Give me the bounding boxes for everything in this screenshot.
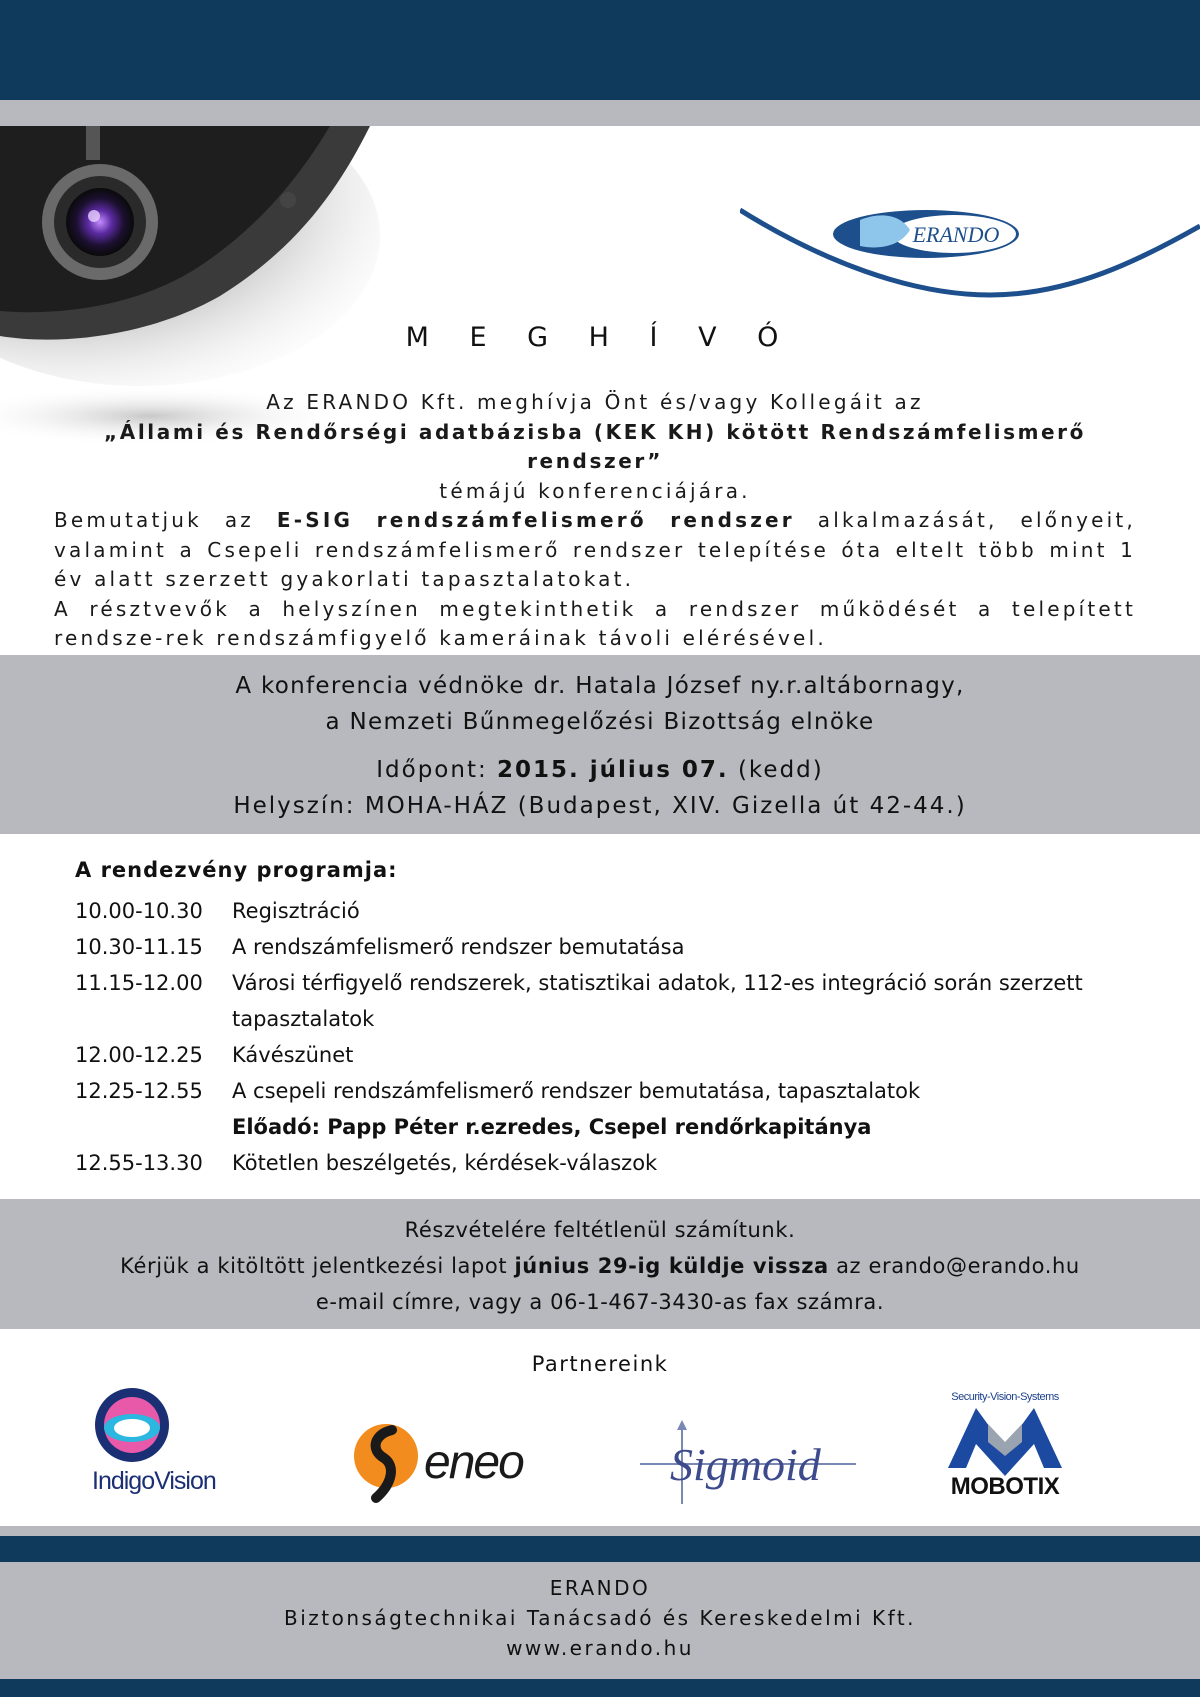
event-details <box>0 752 1200 824</box>
program-description: Előadó: Papp Péter r.ezredes, Csepel rendőrkapitánya <box>232 1115 872 1139</box>
program-description: Regisztráció <box>232 899 360 923</box>
event-place: Helyszín: MOHA-HÁZ (Budapest, XIV. Gizella út 42-44.) <box>233 793 967 819</box>
intro-paragraph: Bemutatjuk az E-SIG rendszámfelismerő rendszer alkalmazását, előnyeit, valamint a Csepeli rendszámfelismerő rendszer telepítése óta eltelt több mint 1 év alatt szerzett gyakorlati tapasztalatokat. <box>54 508 1136 591</box>
patron-line: a Nemzeti Bűnmegelőzési Bizottság elnöke <box>325 709 875 735</box>
program-row <box>75 1145 1135 1181</box>
mobotix-logo <box>940 1386 1070 1501</box>
program-description: A rendszámfelismerő rendszer bemutatása <box>232 935 685 959</box>
product-name: E-SIG rendszámfelismerő rendszer <box>276 508 795 532</box>
footer-company: ERANDO <box>549 1576 651 1600</box>
program-row <box>75 965 1135 1037</box>
rsvp-line: Részvételére feltétlenül számítunk. <box>404 1218 796 1242</box>
footer-text <box>0 1573 1200 1663</box>
program-row <box>75 1073 1135 1109</box>
patron-line: A konferencia védnöke dr. Hatala József ny.r.altábornagy, <box>235 673 965 699</box>
intro-section <box>54 388 1136 654</box>
mobotix-tagline: Security-Vision-Systems <box>951 1391 1059 1403</box>
rsvp-deadline: június 29-ig küldje vissza <box>514 1254 829 1278</box>
eneo-text: eneo <box>424 1436 523 1489</box>
intro-line: Az ERANDO Kft. meghívja Önt és/vagy Kollegáit az <box>266 390 924 414</box>
header-band <box>0 0 1200 100</box>
rsvp-text <box>0 1212 1200 1320</box>
program-time: 12.00-12.25 <box>75 1043 203 1067</box>
conference-topic: „Állami és Rendőrségi adatbázisba (KEK KH) kötött Rendszámfelismerő rendszer” <box>104 419 1086 473</box>
sigmoid-text: Sigmoid <box>670 1439 821 1490</box>
header-stripe <box>0 100 1200 126</box>
logo-text: ERANDO <box>912 222 1000 247</box>
rsvp-line: Kérjük a kitöltött jelentkezési lapot június 29-ig küldje vissza az erando@erando.hu <box>120 1254 1080 1278</box>
page-title: M E G H Í V Ó <box>405 322 795 353</box>
mobotix-text: MOBOTIX <box>950 1473 1060 1500</box>
footer-stripe <box>0 1526 1200 1536</box>
event-date: 2015. július 07. <box>497 757 729 783</box>
event-time: Időpont: 2015. július 07. (kedd) <box>376 757 824 783</box>
program-row <box>75 929 1135 965</box>
program-list <box>75 893 1135 1181</box>
program-title: A rendezvény programja: <box>75 858 398 882</box>
program-row <box>75 893 1135 929</box>
program-description: Kávészünet <box>232 1043 354 1067</box>
footer-website[interactable]: www.erando.hu <box>506 1636 694 1660</box>
footer-bottom-band <box>0 1679 1200 1697</box>
sigmoid-logo <box>640 1418 856 1508</box>
program-row <box>75 1037 1135 1073</box>
program-description: Kötetlen beszélgetés, kérdések-válaszok <box>232 1151 658 1175</box>
program-time: 12.55-13.30 <box>75 1151 203 1175</box>
rsvp-line: e-mail címre, vagy a 06-1-467-3430-as fax számra. <box>315 1290 885 1314</box>
indigovision-logo <box>88 1385 244 1497</box>
erando-logo <box>740 200 1200 310</box>
program-time <box>75 1109 232 1145</box>
program-row <box>75 1109 1135 1145</box>
program-description: A csepeli rendszámfelismerő rendszer bemutatása, tapasztalatok <box>232 1079 921 1103</box>
program-time: 11.15-12.00 <box>75 971 203 995</box>
program-description: Városi térfigyelő rendszerek, statisztikai adatok, 112-es integráció során szerzett tapasztalatok <box>232 971 1083 1031</box>
footer-band <box>0 1536 1200 1562</box>
patron-text <box>0 668 1200 740</box>
program-time: 10.00-10.30 <box>75 899 203 923</box>
intro-paragraph: A résztvevők a helyszínen megtekinthetik a rendszer működését a telepített rendsze-rek rendszámfigyelő kameráinak távoli elérésével. <box>54 596 1136 650</box>
footer-company-full: Biztonságtechnikai Tanácsadó és Kereskedelmi Kft. <box>283 1606 917 1630</box>
eneo-logo <box>352 1420 552 1505</box>
program-time: 12.25-12.55 <box>75 1079 203 1103</box>
program-time: 10.30-11.15 <box>75 935 203 959</box>
intro-line: témájú konferenciájára. <box>439 478 751 503</box>
indigovision-text: IndigoVision <box>92 1467 216 1495</box>
partners-title: Partnereink <box>531 1352 669 1376</box>
